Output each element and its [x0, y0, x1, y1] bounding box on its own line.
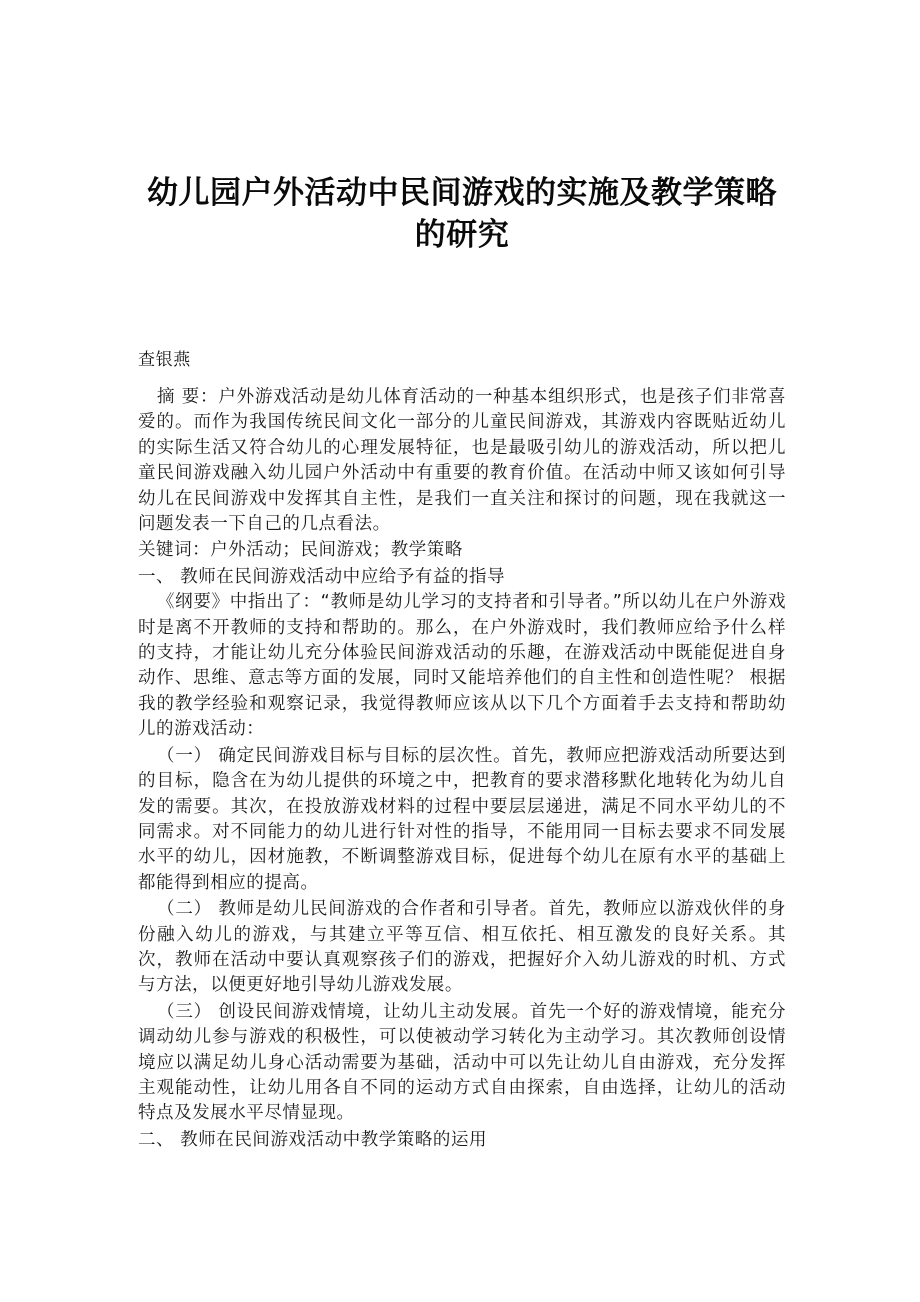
title-block	[138, 0, 786, 256]
spacer	[138, 373, 786, 385]
page-title: 幼儿园户外活动中民间游戏的实施及教学策略的研究	[147, 175, 777, 253]
keywords-line: 关键词：户外活动；民间游戏；教学策略	[138, 540, 463, 561]
section-1-paragraph-1: 《纲要》中指出了：“教师是幼儿学习的支持者和引导者。”所以幼儿在户外游戏时是离不开教师的支持和帮助的。那么，在户外游戏时，我们教师应给予什么样的支持，才能让幼儿充分体验民间游戏活动的乐趣，在游戏活动中既能促进自身动作、思维、意志等方面的发展，同时又能培养他们的自主性和创造性呢？ 根据我的教学经验和观察记录，我觉得教师应该从以下几个方面着手去支持和帮助幼儿的游戏活动：	[138, 592, 786, 740]
section-heading-2: 二、 教师在民间游戏活动中教学策略的运用	[138, 1129, 488, 1150]
section-1-paragraph-4: （三） 创设民间游戏情境，让幼儿主动发展。首先一个好的游戏情境，能充分调动幼儿参与游戏的积极性，可以使被动学习转化为主动学习。其次教师创设情境应以满足幼儿身心活动需要为基础，活动中可以先让幼儿自由游戏，充分发挥主观能动性，让幼儿用各自不同的运动方式自由探索，自由选择，让幼儿的活动特点及发展水平尽情显现。	[138, 1001, 786, 1124]
section-heading-1: 一、 教师在民间游戏活动中应给予有益的指导	[138, 566, 506, 587]
author-name: 查银燕	[138, 350, 191, 370]
section-1-paragraph-3: （二） 教师是幼儿民间游戏的合作者和引导者。首先，教师应以游戏伙伴的身份融入幼儿的游戏，与其建立平等互信、相互依托、相互激发的良好关系。其次，教师在活动中要认真观察孩子们的游戏，把握好介入幼儿游戏的时机、方式与方法，以便更好地引导幼儿游戏发展。	[138, 899, 786, 996]
abstract-paragraph: 摘 要：户外游戏活动是幼儿体育活动的一种基本组织形式，也是孩子们非常喜爱的。而作为我国传统民间文化一部分的儿童民间游戏，其游戏内容既贴近幼儿的实际生活又符合幼儿的心理发展特征，也是最吸引幼儿的游戏活动，所以把儿童民间游戏融入幼儿园户外活动中有重要的教育价值。在活动中师又该如何引导幼儿在民间游戏中发挥其自主性，是我们一直关注和探讨的问题，现在我就这一问题发表一下自己的几点看法。	[138, 387, 786, 535]
document-content	[138, 0, 786, 1153]
author-block	[138, 256, 786, 373]
section-1-paragraph-2: （一） 确定民间游戏目标与目标的层次性。首先，教师应把游戏活动所要达到的目标，隐含在为幼儿提供的环境之中，把教育的要求潜移默化地转化为幼儿自发的需要。其次，在投放游戏材料的过程中要层层递进，满足不同水平幼儿的不同需求。对不同能力的幼儿进行针对性的指导，不能用同一目标去要求不同发展水平的幼儿，因材施教，不断调整游戏目标，促进每个幼儿在原有水平的基础上都能得到相应的提高。	[138, 745, 786, 893]
